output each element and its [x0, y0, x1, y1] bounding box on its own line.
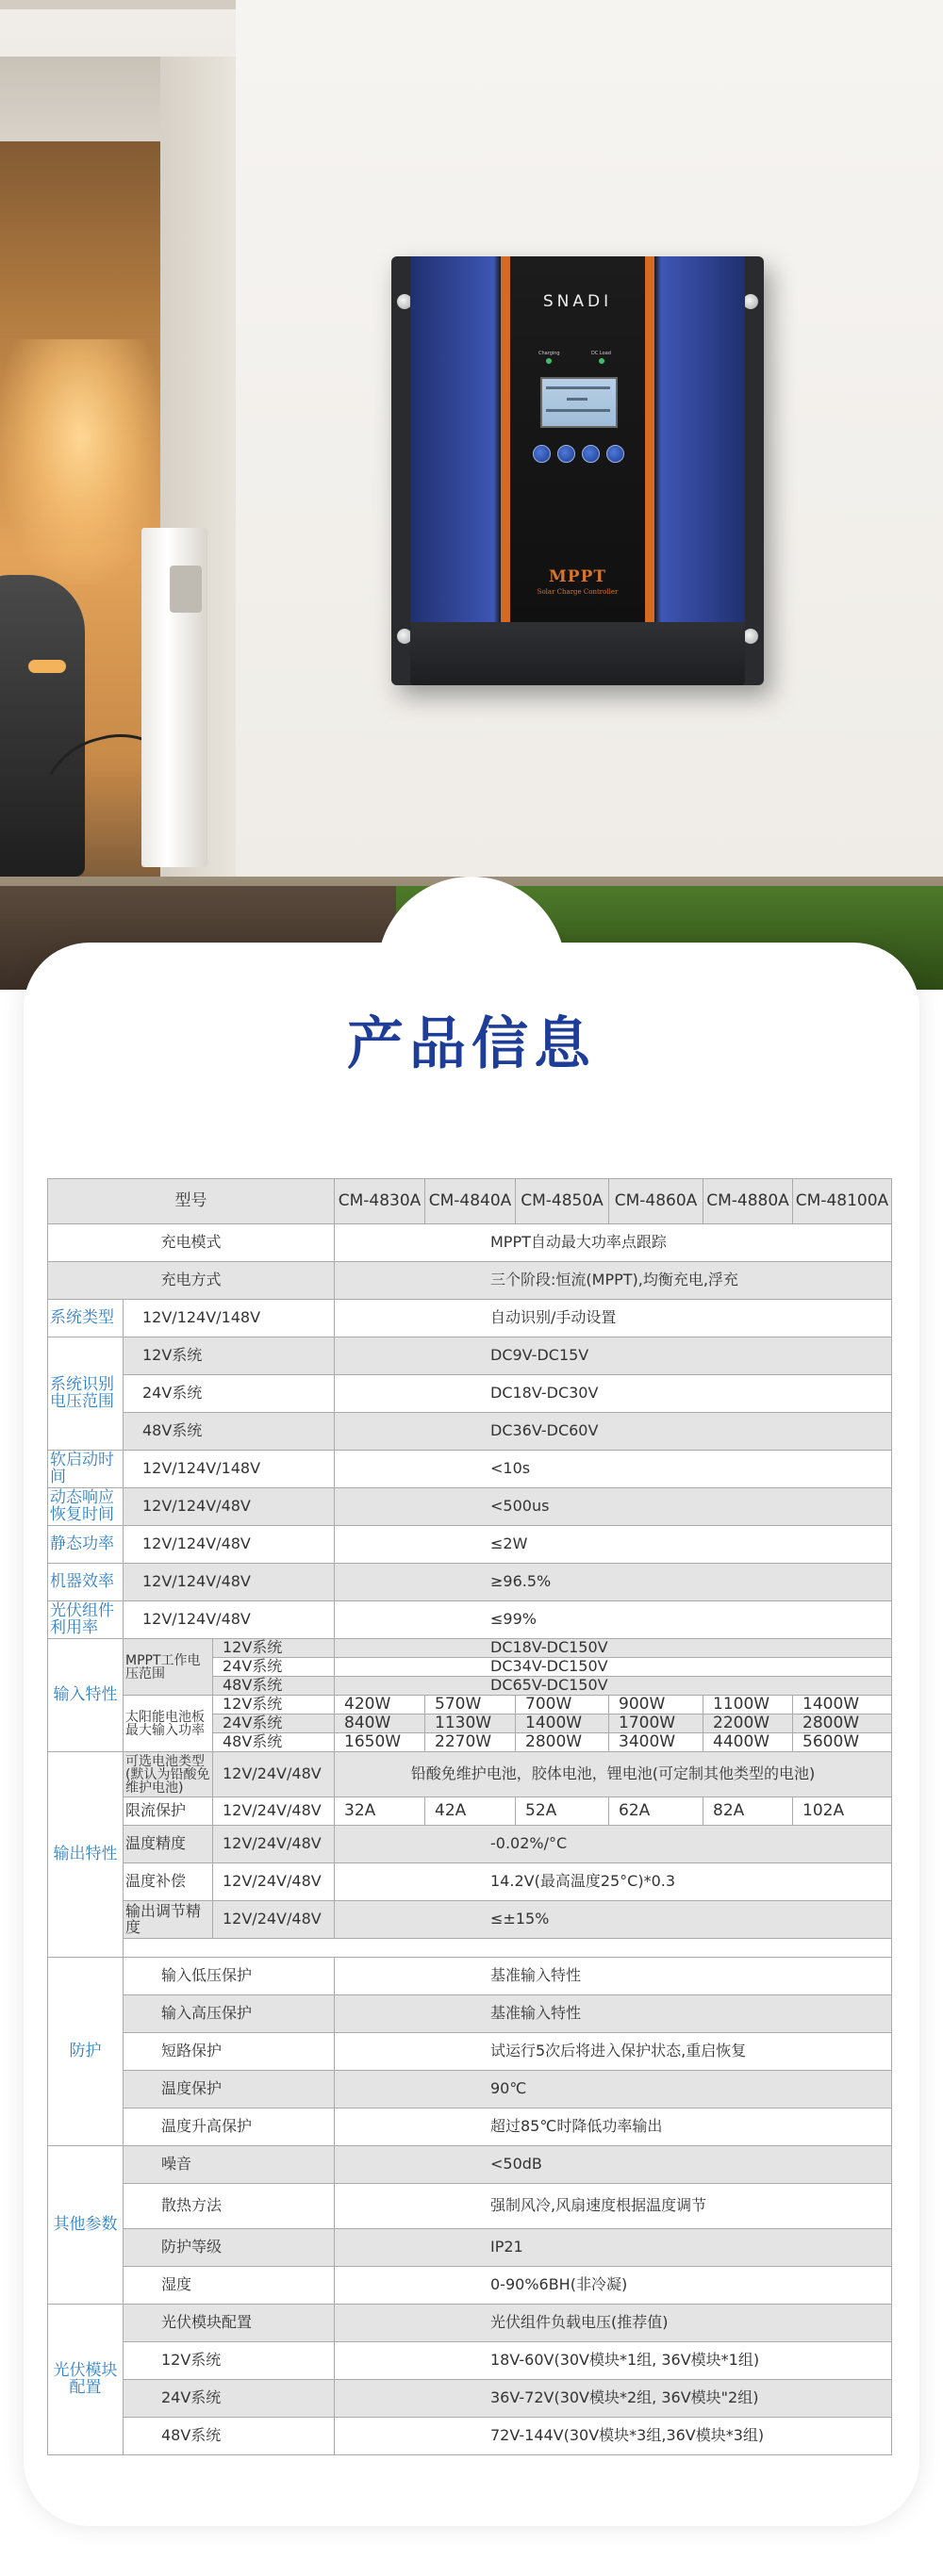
- row-value: <10s: [335, 1451, 892, 1488]
- row-value: 自动识别/手动设置: [335, 1300, 892, 1337]
- lcd-line: [546, 386, 610, 389]
- led-icon: [546, 358, 552, 364]
- table-row: [48, 2229, 892, 2267]
- row-sub: 12V系统: [213, 1639, 335, 1658]
- lcd-display: [540, 377, 618, 428]
- screw-icon: [743, 294, 758, 309]
- current-cell: 32A: [335, 1797, 425, 1826]
- table-row: [48, 1300, 892, 1337]
- row-sub: 防护等级: [124, 2229, 335, 2267]
- row-value: DC36V-DC60V: [335, 1413, 892, 1451]
- row-sub: 12V系统: [124, 2342, 335, 2380]
- category-label: 动态响应恢复时间: [48, 1488, 124, 1526]
- table-row: [48, 1639, 892, 1658]
- power-cell: 1650W: [335, 1733, 425, 1752]
- row-value: ≤2W: [335, 1526, 892, 1564]
- power-cell: 2270W: [425, 1733, 516, 1752]
- table-row: [48, 2380, 892, 2418]
- car-headlight: [28, 660, 66, 673]
- table-row: [48, 1451, 892, 1488]
- page-title: 产品信息: [347, 1011, 596, 1077]
- row-sub: 12V/24V/48V: [213, 1863, 335, 1901]
- table-row: [48, 1262, 892, 1300]
- power-cell: 900W: [609, 1696, 703, 1715]
- table-row: [48, 2342, 892, 2380]
- category-label: 机器效率: [48, 1564, 124, 1601]
- row-value: DC65V-DC150V: [335, 1677, 892, 1696]
- screw-icon: [743, 629, 758, 644]
- control-buttons: [533, 445, 623, 466]
- row-sub: 湿度: [124, 2267, 335, 2305]
- row-value: 光伏组件负载电压(推荐值): [335, 2305, 892, 2342]
- row-value: 铅酸免维护电池，胶体电池，锂电池(可定制其他类型的电池): [335, 1752, 892, 1797]
- menu-button-icon: [533, 445, 551, 463]
- spacer-row: [48, 1939, 892, 1958]
- power-cell: 2800W: [793, 1715, 892, 1733]
- controller-front: [410, 256, 745, 624]
- row-value: ≥96.5%: [335, 1564, 892, 1601]
- table-row: [48, 2071, 892, 2108]
- table-row: [48, 2305, 892, 2342]
- led-indicators: [538, 351, 623, 366]
- row-value: 基准输入特性: [335, 1995, 892, 2033]
- row-sub: 12V/24V/48V: [213, 1901, 335, 1939]
- model-cell: CM-4850A: [516, 1179, 609, 1224]
- table-row: [48, 1797, 892, 1826]
- row-sub: 12V/124V/48V: [124, 1526, 335, 1564]
- table-row: [48, 1863, 892, 1901]
- row-sub: 噪音: [124, 2146, 335, 2184]
- enter-button-icon: [606, 445, 624, 463]
- row-sub: 可选电池类型(默认为铅酸免维护电池): [124, 1752, 213, 1797]
- row-sub: 12V/124V/148V: [124, 1451, 335, 1488]
- row-value: DC34V-DC150V: [335, 1658, 892, 1677]
- mppt-label: MPPT: [548, 567, 607, 586]
- garage-light: [0, 339, 160, 584]
- table-row: [48, 1958, 892, 1995]
- table-row: [48, 2033, 892, 2071]
- category-label: 其他参数: [48, 2146, 124, 2305]
- power-cell: 700W: [516, 1696, 609, 1715]
- table-row: [48, 1526, 892, 1564]
- table-row: [48, 1488, 892, 1526]
- row-value: 三个阶段:恒流(MPPT),均衡充电,浮充: [335, 1262, 892, 1300]
- category-label: 光伏组件利用率: [48, 1601, 124, 1639]
- row-sub: 24V系统: [213, 1658, 335, 1677]
- category-label: 软启动时间: [48, 1451, 124, 1488]
- power-cell: 840W: [335, 1715, 425, 1733]
- row-sub: 温度补偿: [124, 1863, 213, 1901]
- row-sub: 24V系统: [124, 1375, 335, 1413]
- table-row: [48, 2146, 892, 2184]
- category-label: 防护: [48, 1958, 124, 2146]
- led-label-load: DC Load: [591, 351, 611, 356]
- model-header: 型号: [48, 1179, 335, 1224]
- category-label: 输出特性: [48, 1752, 124, 1958]
- row-sub: 输出调节精度: [124, 1901, 213, 1939]
- category-label: 系统识别电压范围: [48, 1337, 124, 1451]
- up-button-icon: [582, 445, 600, 463]
- current-cell: 42A: [425, 1797, 516, 1826]
- row-sub: 12V/124V/48V: [124, 1601, 335, 1639]
- row-value: 超过85℃时降低功率输出: [335, 2108, 892, 2146]
- row-sub: 12V/124V/48V: [124, 1488, 335, 1526]
- model-cell: CM-48100A: [793, 1179, 892, 1224]
- category-label: 光伏模块配置: [48, 2305, 124, 2455]
- row-sub: 12V系统: [124, 1337, 335, 1375]
- row-value: <50dB: [335, 2146, 892, 2184]
- center-panel: [510, 256, 645, 624]
- table-row: [48, 2108, 892, 2146]
- row-sub: 12V/24V/48V: [213, 1797, 335, 1826]
- row-sub: 12V/24V/48V: [213, 1826, 335, 1863]
- mppt-subtitle: Solar Charge Controller: [537, 588, 619, 596]
- table-row: [48, 1901, 892, 1939]
- power-cell: 1130W: [425, 1715, 516, 1733]
- row-value: MPPT自动最大功率点跟踪: [335, 1224, 892, 1262]
- row-sub: 24V系统: [213, 1715, 335, 1733]
- row-sub: 48V系统: [213, 1733, 335, 1752]
- hero-banner: [0, 0, 943, 990]
- spec-table: [47, 1178, 892, 2455]
- power-cell: 3400W: [609, 1733, 703, 1752]
- power-cell: 1400W: [516, 1715, 609, 1733]
- row-value: 18V-60V(30V模块*1组, 36V模块*1组): [335, 2342, 892, 2380]
- category-label: 静态功率: [48, 1526, 124, 1564]
- row-value: 0-90%6BH(非冷凝): [335, 2267, 892, 2305]
- power-cell: 1700W: [609, 1715, 703, 1733]
- solar-controller-image: [391, 256, 764, 685]
- power-cell: 2800W: [516, 1733, 609, 1752]
- current-cell: 52A: [516, 1797, 609, 1826]
- row-sub: 短路保护: [124, 2033, 335, 2071]
- category-label: 系统类型: [48, 1300, 124, 1337]
- table-row: [48, 1337, 892, 1375]
- row-sub: 48V系统: [213, 1677, 335, 1696]
- row-value: 14.2V(最高温度25°C)*0.3: [335, 1863, 892, 1901]
- orange-stripe: [501, 256, 510, 624]
- row-value: ≤±15%: [335, 1901, 892, 1939]
- table-row: [48, 1752, 892, 1797]
- row-value: 90℃: [335, 2071, 892, 2108]
- power-cell: 1100W: [703, 1696, 793, 1715]
- row-sub: 温度升高保护: [124, 2108, 335, 2146]
- row-sub: 48V系统: [124, 2418, 335, 2455]
- row-value: 72V-144V(30V模块*3组,36V模块*3组): [335, 2418, 892, 2455]
- table-row: [48, 1413, 892, 1451]
- row-value: 强制风冷,风扇速度根据温度调节: [335, 2184, 892, 2229]
- row-label: 充电方式: [48, 1262, 335, 1300]
- row-sub: 温度保护: [124, 2071, 335, 2108]
- terminal-cover: [410, 622, 745, 685]
- row-value: <500us: [335, 1488, 892, 1526]
- spacer-cell: [124, 1939, 892, 1958]
- table-row: [48, 2267, 892, 2305]
- table-row: [48, 2184, 892, 2229]
- current-cell: 102A: [793, 1797, 892, 1826]
- table-row: [48, 2418, 892, 2455]
- row-sub: 温度精度: [124, 1826, 213, 1863]
- row-value: ≤99%: [335, 1601, 892, 1639]
- current-cell: 62A: [609, 1797, 703, 1826]
- orange-stripe: [645, 256, 654, 624]
- row-sub: 12V/24V/48V: [213, 1752, 335, 1797]
- led-label-charging: Charging: [538, 351, 560, 356]
- model-cell: CM-4840A: [425, 1179, 516, 1224]
- row-sub: 24V系统: [124, 2380, 335, 2418]
- row-sub: 48V系统: [124, 1413, 335, 1451]
- led-icon: [599, 358, 604, 364]
- model-cell: CM-4880A: [703, 1179, 793, 1224]
- lcd-line: [567, 398, 587, 401]
- row-value: 基准输入特性: [335, 1958, 892, 1995]
- table-row: [48, 1564, 892, 1601]
- row-label: 充电模式: [48, 1224, 335, 1262]
- table-row: [48, 1995, 892, 2033]
- row-sub: 12V/124V/48V: [124, 1564, 335, 1601]
- table-row: [48, 1826, 892, 1863]
- power-cell: 5600W: [793, 1733, 892, 1752]
- row-sub: 限流保护: [124, 1797, 213, 1826]
- model-cell: CM-4860A: [609, 1179, 703, 1224]
- brand-logo: SNADI: [542, 292, 613, 311]
- row-sub: 光伏模块配置: [124, 2305, 335, 2342]
- power-cell: 420W: [335, 1696, 425, 1715]
- current-cell: 82A: [703, 1797, 793, 1826]
- charger-head: [170, 566, 202, 613]
- row-value: DC9V-DC15V: [335, 1337, 892, 1375]
- row-value: DC18V-DC150V: [335, 1639, 892, 1658]
- row-sub: 输入高压保护: [124, 1995, 335, 2033]
- row-value: 36V-72V(30V模块*2组, 36V模块"2组): [335, 2380, 892, 2418]
- row-sub: 输入低压保护: [124, 1958, 335, 1995]
- row-value: -0.02%/°C: [335, 1826, 892, 1863]
- row-sub: 12V系统: [213, 1696, 335, 1715]
- row-value: 试运行5次后将进入保护状态,重启恢复: [335, 2033, 892, 2071]
- row-sub: MPPT工作电压范围: [124, 1639, 213, 1696]
- row-value: IP21: [335, 2229, 892, 2267]
- table-row: [48, 1224, 892, 1262]
- power-cell: 570W: [425, 1696, 516, 1715]
- category-label: 输入特性: [48, 1639, 124, 1752]
- row-sub: 太阳能电池板最大输入功率: [124, 1696, 213, 1752]
- model-cell: CM-4830A: [335, 1179, 425, 1224]
- power-cell: 1400W: [793, 1696, 892, 1715]
- down-button-icon: [557, 445, 575, 463]
- power-cell: 4400W: [703, 1733, 793, 1752]
- lcd-line: [546, 409, 610, 412]
- row-sub: 散热方法: [124, 2184, 335, 2229]
- table-row: [48, 1696, 892, 1715]
- table-header-row: [48, 1179, 892, 1224]
- table-row: [48, 1601, 892, 1639]
- row-value: DC18V-DC30V: [335, 1375, 892, 1413]
- row-sub: 12V/124V/148V: [124, 1300, 335, 1337]
- power-cell: 2200W: [703, 1715, 793, 1733]
- table-row: [48, 1375, 892, 1413]
